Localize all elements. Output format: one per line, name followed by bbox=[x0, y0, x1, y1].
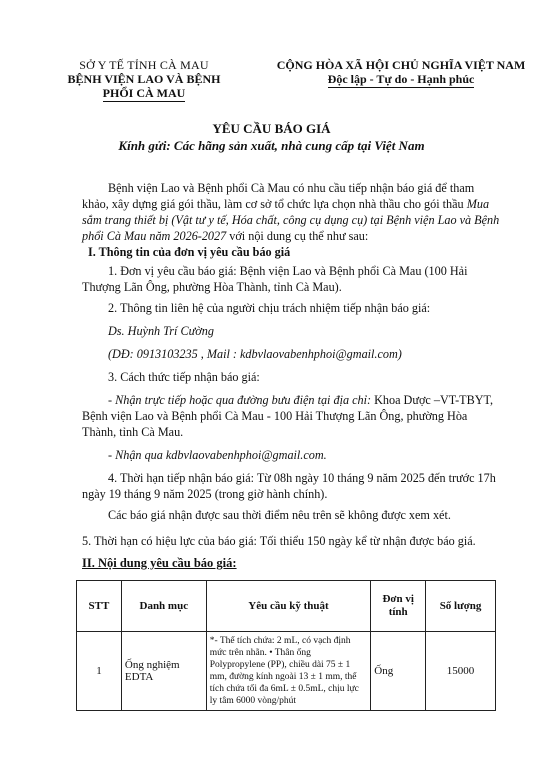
method-direct bbox=[82, 392, 500, 440]
cell-qty: 15000 bbox=[426, 632, 496, 711]
hospital-name-line1: BỆNH VIỆN LAO VÀ BỆNH bbox=[67, 72, 221, 86]
issuer-header bbox=[64, 58, 224, 102]
intro-text: Bệnh viện Lao và Bệnh phổi Cà Mau có nhu cầu tiếp nhận báo giá để tham khảo, xây dựng giá gói thầu, làm cơ sở tổ chức lựa chọn nhà thầu cho gói thầu bbox=[82, 181, 475, 211]
late-submission-note: Các báo giá nhận được sau thời điểm nêu trên sẽ không được xem xét. bbox=[108, 508, 451, 522]
cell-item: Ống nghiệm EDTA bbox=[121, 632, 206, 711]
requirements-table bbox=[76, 580, 496, 711]
deadline-info: 4. Thời hạn tiếp nhận báo giá: Từ 08h ngày 10 tháng 9 năm 2025 đến trước 17h ngày 19 tháng 9 năm 2025 (trong giờ hành chính). bbox=[82, 471, 496, 501]
method-direct-address: Khoa Dược –VT-TBYT, Bệnh viện Lao và Bệnh phổi Cà Mau - 100 Hải Thượng Lãn Ông, phường Hòa Thành, tỉnh Cà Mau. bbox=[82, 393, 494, 439]
requester-info: 1. Đơn vị yêu cầu báo giá: Bệnh viện Lao và Bệnh phổi Cà Mau (100 Hải Thượng Lãn Ông, phường Hòa Thành, tỉnh Cà Mau). bbox=[82, 264, 468, 294]
hospital-name-line2: PHỔI CÀ MAU bbox=[102, 86, 186, 100]
agency-name: SỞ Y TẾ TỈNH CÀ MAU bbox=[79, 58, 209, 72]
table-row bbox=[77, 632, 496, 711]
contact-details: (DĐ: 0913103235 , Mail : kdbvlaovabenhphoi@gmail.com) bbox=[108, 347, 402, 361]
col-spec: Yêu cầu kỹ thuật bbox=[206, 581, 371, 632]
package-name: Mua sắm trang thiết bị (Vật tư y tế, Hóa chất, công cụ dụng cụ) tại Bệnh viện Lao và Bệnh phổi Cà Mau năm 2026-2027 bbox=[82, 197, 500, 243]
col-qty: Số lượng bbox=[426, 581, 496, 632]
nation-title: CỘNG HÒA XÃ HỘI CHỦ NGHĨA VIỆT NAM bbox=[276, 58, 526, 72]
national-motto: Độc lập - Tự do - Hạnh phúc bbox=[327, 72, 475, 86]
intro-end: với nội dung cụ thể như sau: bbox=[226, 229, 369, 243]
method-direct-label: - Nhận trực tiếp hoặc qua đường bưu điện tại địa chỉ: bbox=[108, 393, 372, 407]
col-stt: STT bbox=[77, 581, 122, 632]
method-email: - Nhận qua kdbvlaovabenhphoi@gmail.com. bbox=[108, 448, 327, 462]
section2-heading: II. Nội dung yêu cầu báo giá: bbox=[82, 556, 237, 570]
col-item: Danh mục bbox=[121, 581, 206, 632]
col-unit: Đơn vị tính bbox=[371, 581, 426, 632]
cell-spec: *- Thể tích chứa: 2 mL, có vạch định mức trên nhãn. • Thân ống Polypropylene (PP), chiều dài 75 ± 1 mm, đường kính ngoài 13 ± 1 mm, thể tích chứa tối đa 6mL ± 0.5mL, chịu lực ly tâm 6000 vòng/phút bbox=[206, 632, 371, 711]
section1-heading: I. Thông tin của đơn vị yêu cầu báo giá bbox=[88, 245, 291, 259]
recipient-line: Kính gửi: Các hãng sản xuất, nhà cung cấp tại Việt Nam bbox=[118, 138, 425, 153]
cell-stt: 1 bbox=[77, 632, 122, 711]
intro-paragraph bbox=[82, 180, 500, 244]
validity-info: 5. Thời hạn có hiệu lực của báo giá: Tối thiểu 150 ngày kể từ nhận được báo giá. bbox=[82, 534, 476, 548]
table-header-row bbox=[77, 581, 496, 632]
document-body bbox=[82, 180, 500, 549]
contact-name: Ds. Huỳnh Trí Cường bbox=[108, 324, 214, 338]
cell-unit: Ống bbox=[371, 632, 426, 711]
national-header bbox=[270, 58, 532, 88]
contact-heading: 2. Thông tin liên hệ của người chịu trách nhiệm tiếp nhận báo giá: bbox=[108, 301, 431, 315]
document-title: YÊU CẦU BÁO GIÁ bbox=[212, 121, 331, 136]
method-heading: 3. Cách thức tiếp nhận báo giá: bbox=[108, 370, 260, 384]
